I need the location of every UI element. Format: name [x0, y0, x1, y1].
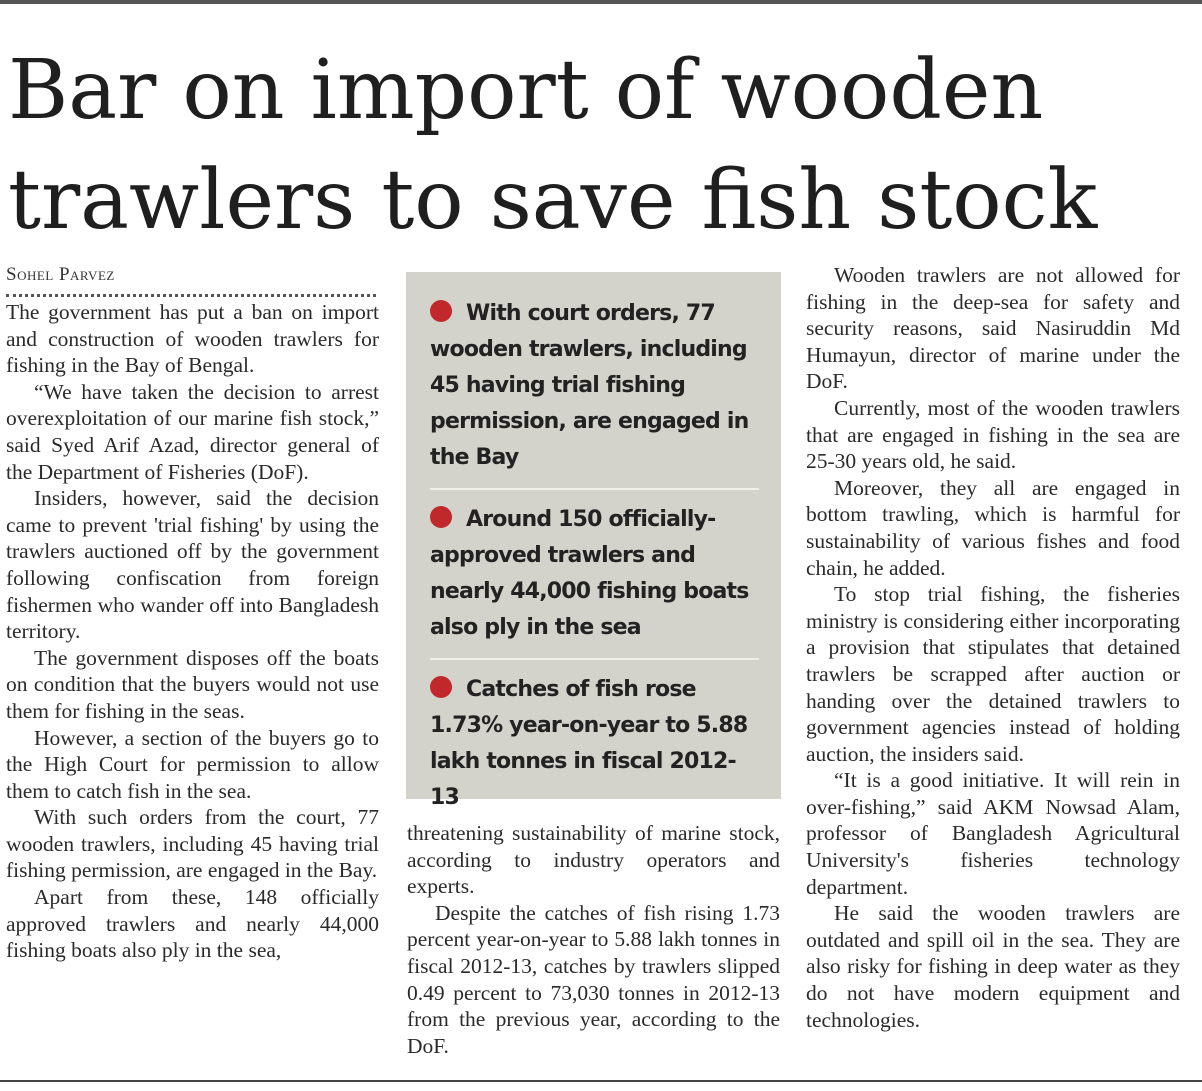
fact-box — [406, 272, 781, 810]
fact-text: With court orders, 77 wooden trawlers, including 45 having trial fishing permission, are engaged in the Bay — [430, 301, 749, 470]
paragraph: “We have taken the decision to arrest overexploitation of our marine fish stock,” said Syed Arif Azad, director general of the Department of Fisheries (DoF). — [6, 379, 379, 484]
fact-item — [430, 502, 759, 646]
fact-item — [430, 672, 759, 816]
paragraph: threatening sustainability of marine stock, according to industry operators and experts. — [407, 821, 780, 899]
paragraph: “It is a good initiative. It will rein in over-fishing,” said AKM Nowsad Alam, professor of Bangladesh Agricultural University's fisheries technology department. — [806, 768, 1180, 899]
article-column-3 — [806, 262, 1180, 1033]
article-column-1 — [6, 262, 379, 964]
paragraph: Insiders, however, said the decision came to prevent 'trial fishing' by using the trawlers auctioned off by the government following confiscation from foreign fishermen who wander off into Bangladesh territory. — [6, 486, 379, 644]
paragraph: Apart from these, 148 officially approved trawlers and nearly 44,000 fishing boats also ply in the sea, — [6, 885, 379, 963]
fact-divider — [430, 488, 759, 490]
fact-text: Catches of fish rose 1.73% year-on-year to 5.88 lakh tonnes in fiscal 2012-13 — [430, 677, 748, 810]
paragraph: The government has put a ban on import and construction of wooden trawlers for fishing in the Bay of Bengal. — [6, 300, 379, 378]
paragraph: To stop trial fishing, the fisheries ministry is considering either incorporating a provision that stipulates that detained trawlers be scrapped after auction or handing over the detained trawlers to government agencies instead of holding auction, the insiders said. — [806, 582, 1180, 766]
headline — [8, 36, 1198, 256]
bullet-icon — [430, 300, 452, 322]
article-column-2 — [407, 820, 780, 1059]
bullet-icon — [430, 506, 452, 528]
paragraph: Moreover, they all are engaged in bottom trawling, which is harmful for sustainability of various fishes and food chain, he added. — [806, 475, 1180, 580]
paragraph: The government disposes off the boats on condition that the buyers would not use them for fishing in the seas. — [6, 645, 379, 723]
headline-line-1: Bar on import of wooden — [8, 43, 1044, 138]
headline-line-2: trawlers to save fish stock — [8, 153, 1098, 248]
bottom-rule — [0, 1080, 1202, 1082]
fact-divider — [430, 658, 759, 660]
paragraph: However, a section of the buyers go to the High Court for permission to allow them to catch fish in the sea. — [6, 725, 379, 803]
byline-divider — [6, 294, 376, 297]
top-rule — [0, 0, 1202, 4]
paragraph: Wooden trawlers are not allowed for fishing in the deep-sea for safety and security reasons, said Nasiruddin Md Humayun, director of marine under the DoF. — [806, 263, 1180, 394]
paragraph: With such orders from the court, 77 wooden trawlers, including 45 having trial fishing permission, are engaged in the Bay. — [6, 805, 379, 883]
paragraph: He said the wooden trawlers are outdated and spill oil in the sea. They are also risky for fishing in deep water as they do not have modern equipment and technologies. — [806, 901, 1180, 1032]
fact-text: Around 150 officially-approved trawlers and nearly 44,000 fishing boats also ply in the sea — [430, 507, 749, 640]
bullet-icon — [430, 676, 452, 698]
byline: Sohel Parvez — [6, 264, 115, 285]
paragraph: Currently, most of the wooden trawlers that are engaged in fishing in the sea are 25-30 years old, he said. — [806, 395, 1180, 474]
fact-item — [430, 296, 759, 476]
paragraph: Despite the catches of fish rising 1.73 percent year-on-year to 5.88 lakh tonnes in fiscal 2012-13, catches by trawlers slipped 0.49 percent to 73,030 tonnes in 2012-13 from the previous year, according to the DoF. — [407, 900, 780, 1058]
